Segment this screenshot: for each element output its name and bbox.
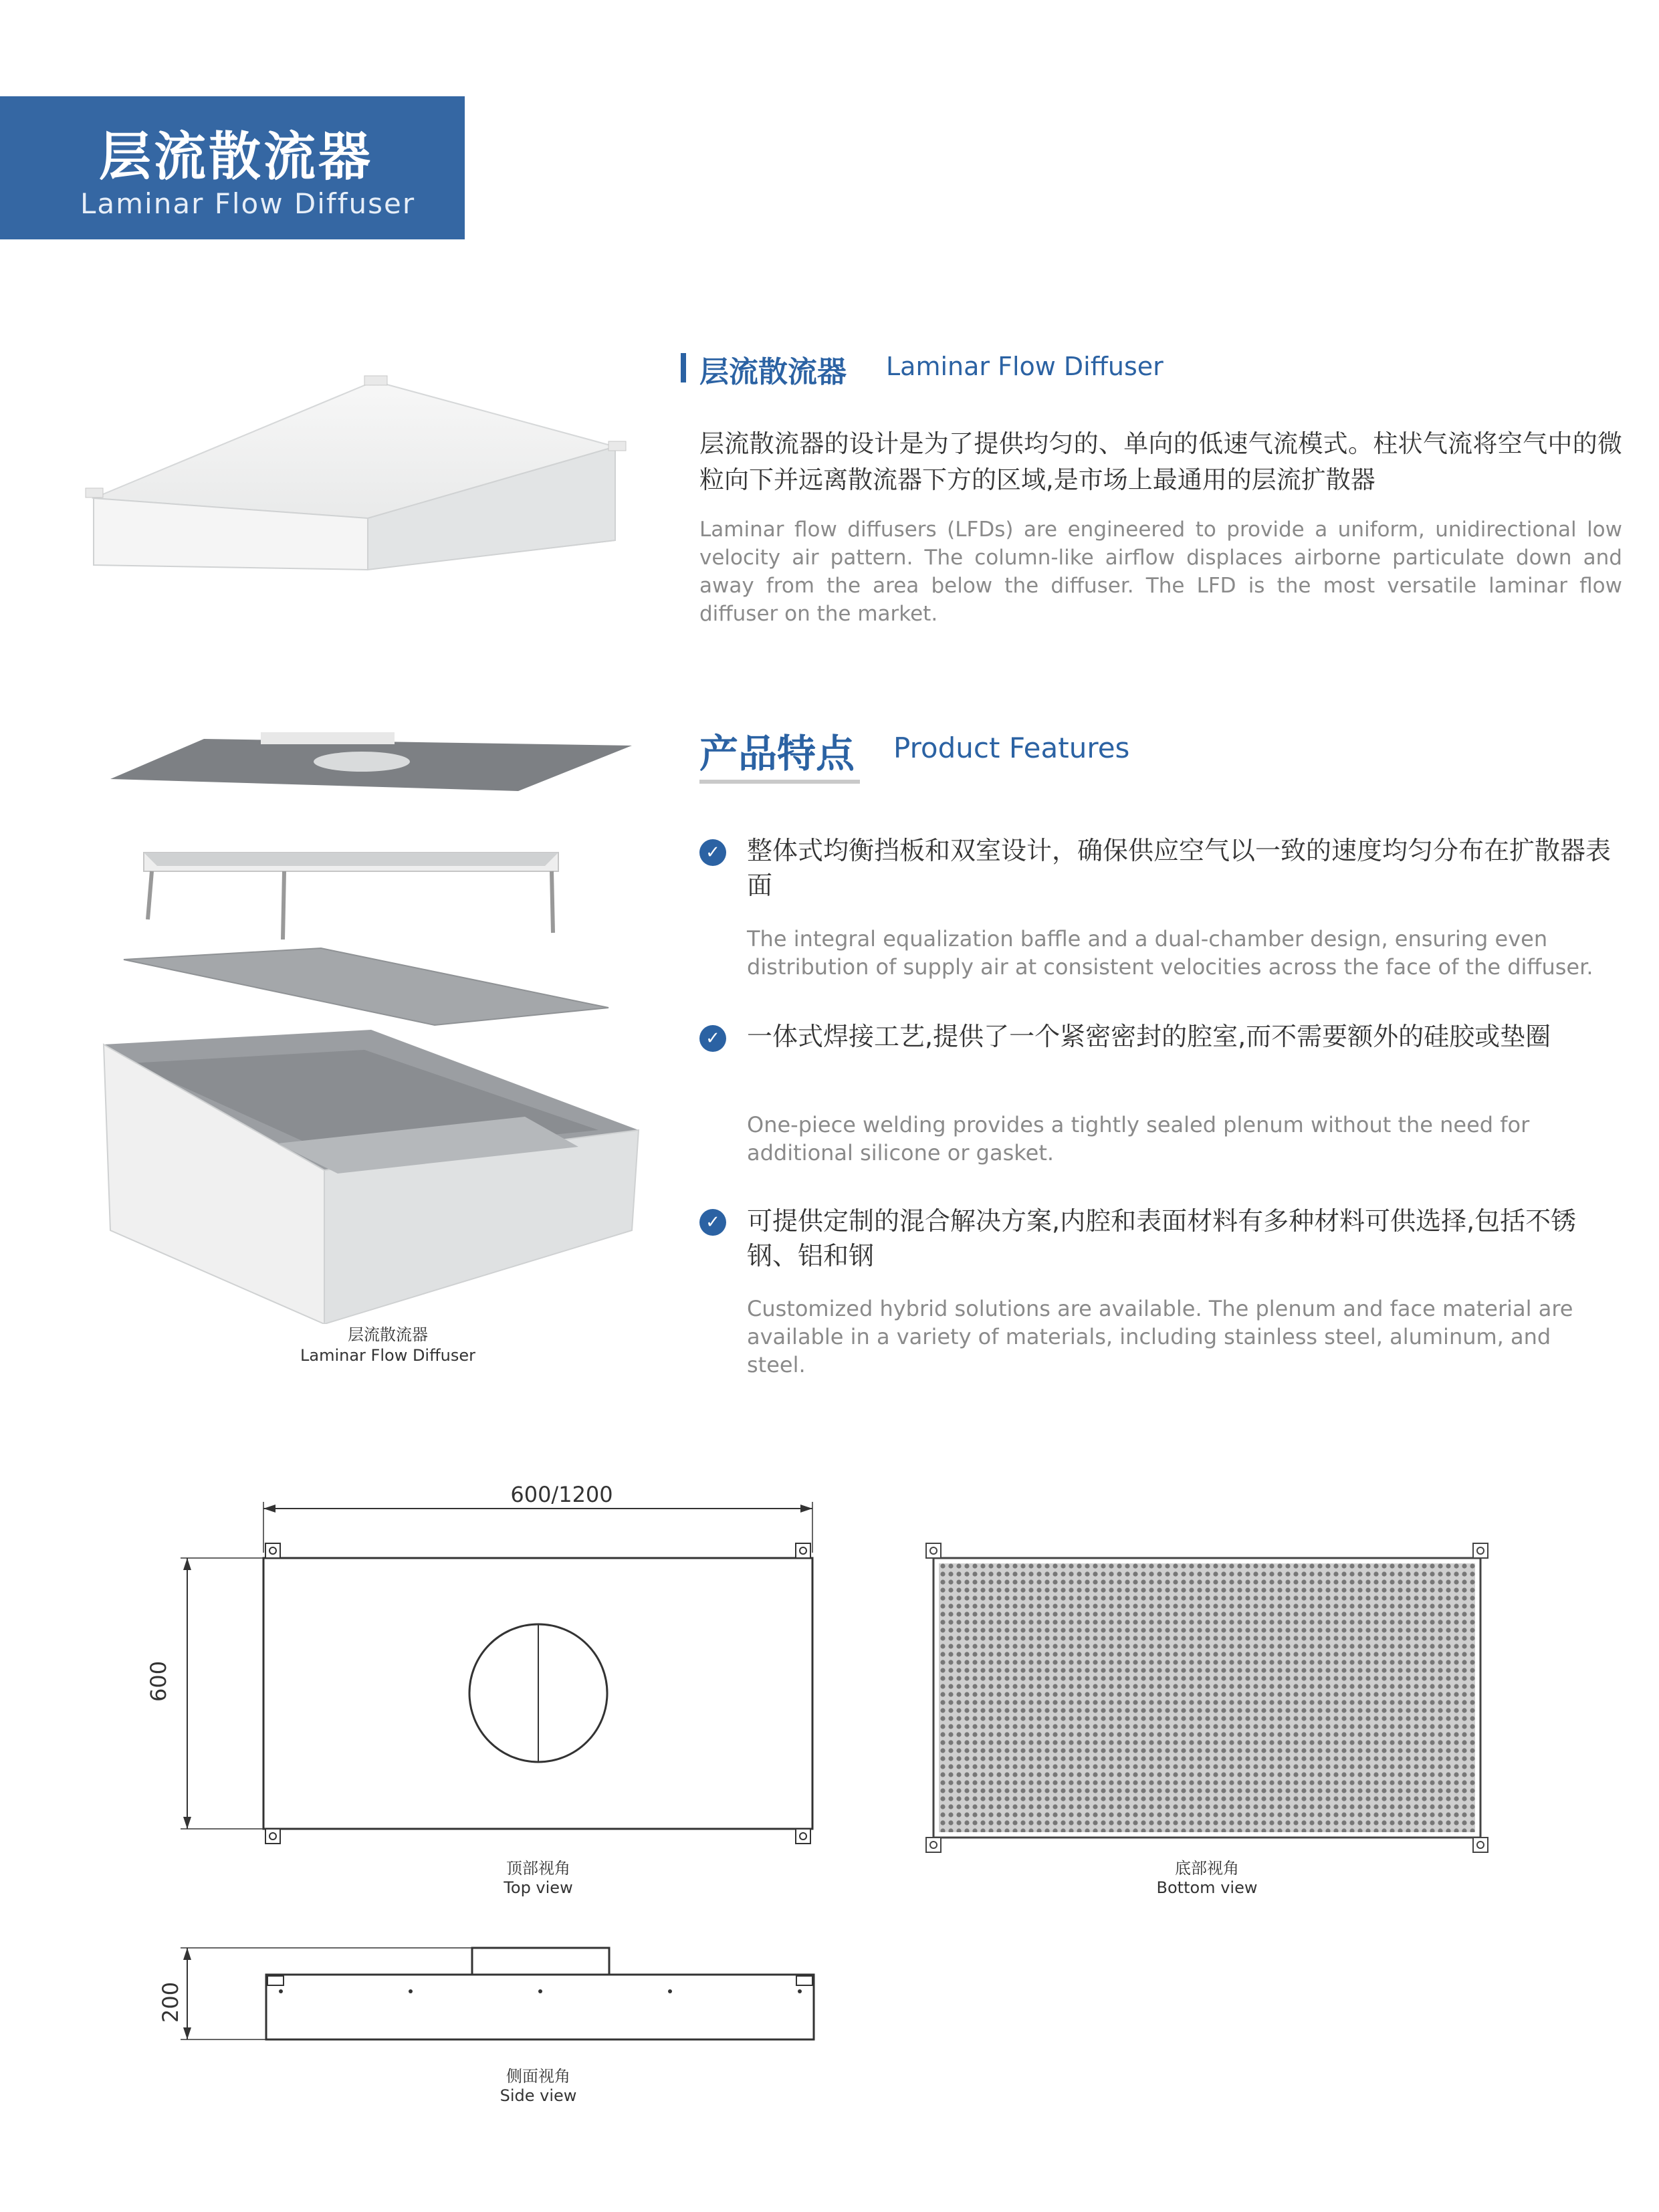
equalization-baffle-image — [137, 839, 572, 946]
product-caption-en: Laminar Flow Diffuser — [300, 1346, 475, 1365]
top-width-label: 600/1200 — [510, 1482, 613, 1507]
top-height-label: 600 — [146, 1660, 171, 1702]
feature-2-cn: 一体式焊接工艺,提供了一个紧密密封的腔室,而不需要额外的硅胶或垫圈 — [747, 1022, 1551, 1051]
features-heading-en: Product Features — [893, 732, 1130, 764]
bottom-view-caption-cn: 底部视角 — [1175, 1859, 1239, 1878]
side-view-caption-cn: 侧面视角 — [506, 2067, 570, 2086]
feature-1-cn: 整体式均衡挡板和双室设计，确保供应空气以一致的速度均匀分布在扩散器表面 — [747, 836, 1612, 900]
bottom-view-caption-en: Bottom view — [1156, 1878, 1258, 1897]
feature-1-en: The integral equalization baffle and a dual-chamber design, ensuring even distribution of supply air at consistent velocities across the face of the diffuser. — [747, 926, 1593, 980]
top-view-drawing — [167, 1478, 836, 1852]
feature-3-en: Customized hybrid solutions are available. The plenum and face material are available in a variety of materials, including stainless steel, aluminum, and steel. — [747, 1296, 1573, 1377]
page-subtitle: Laminar Flow Diffuser — [80, 187, 416, 220]
product-caption-cn: 层流散流器 — [348, 1325, 428, 1344]
page-title: 层流散流器 — [99, 127, 374, 187]
features-heading-cn: 产品特点 — [699, 731, 855, 776]
intro-heading-cn: 层流散流器 — [699, 355, 847, 389]
check-icon: ✓ — [699, 839, 726, 866]
top-view-caption-cn: 顶部视角 — [506, 1859, 570, 1878]
side-view-drawing — [167, 1939, 822, 2060]
face-plate-image — [104, 732, 639, 799]
intro-heading-en: Laminar Flow Diffuser — [886, 352, 1164, 381]
feature-3-cn: 可提供定制的混合解决方案,内腔和表面材料有多种材料可供选择,包括不锈钢、铝和钢 — [747, 1206, 1577, 1270]
feature-2-en: One-piece welding provides a tightly sealed plenum without the need for additional silicone or gasket. — [747, 1112, 1530, 1166]
diffuser-assembled-image — [80, 368, 642, 588]
top-view-caption-en: Top view — [504, 1878, 573, 1897]
section-marker — [681, 353, 686, 382]
side-height-label: 200 — [158, 1981, 183, 2023]
intro-text-en: Laminar flow diffusers (LFDs) are engineered to provide a uniform, unidirectional low velocity air pattern. The column-like airflow displaces airborne particulate down and away from the area below the diffuser. The LFD is the most versatile laminar flow diffuser on the market. — [699, 518, 1622, 626]
perforated-face-image — [120, 946, 622, 1026]
side-view-caption-en: Side view — [500, 2086, 577, 2105]
features-underline — [699, 780, 860, 784]
intro-text-cn: 层流散流器的设计是为了提供均匀的、单向的低速气流模式。柱状气流将空气中的微粒向下并远离散流器下方的区域,是市场上最通用的层流扩散器 — [699, 429, 1622, 494]
plenum-box-image — [97, 1030, 645, 1324]
bottom-view-drawing — [923, 1538, 1491, 1859]
check-icon: ✓ — [699, 1025, 726, 1052]
check-icon: ✓ — [699, 1209, 726, 1236]
